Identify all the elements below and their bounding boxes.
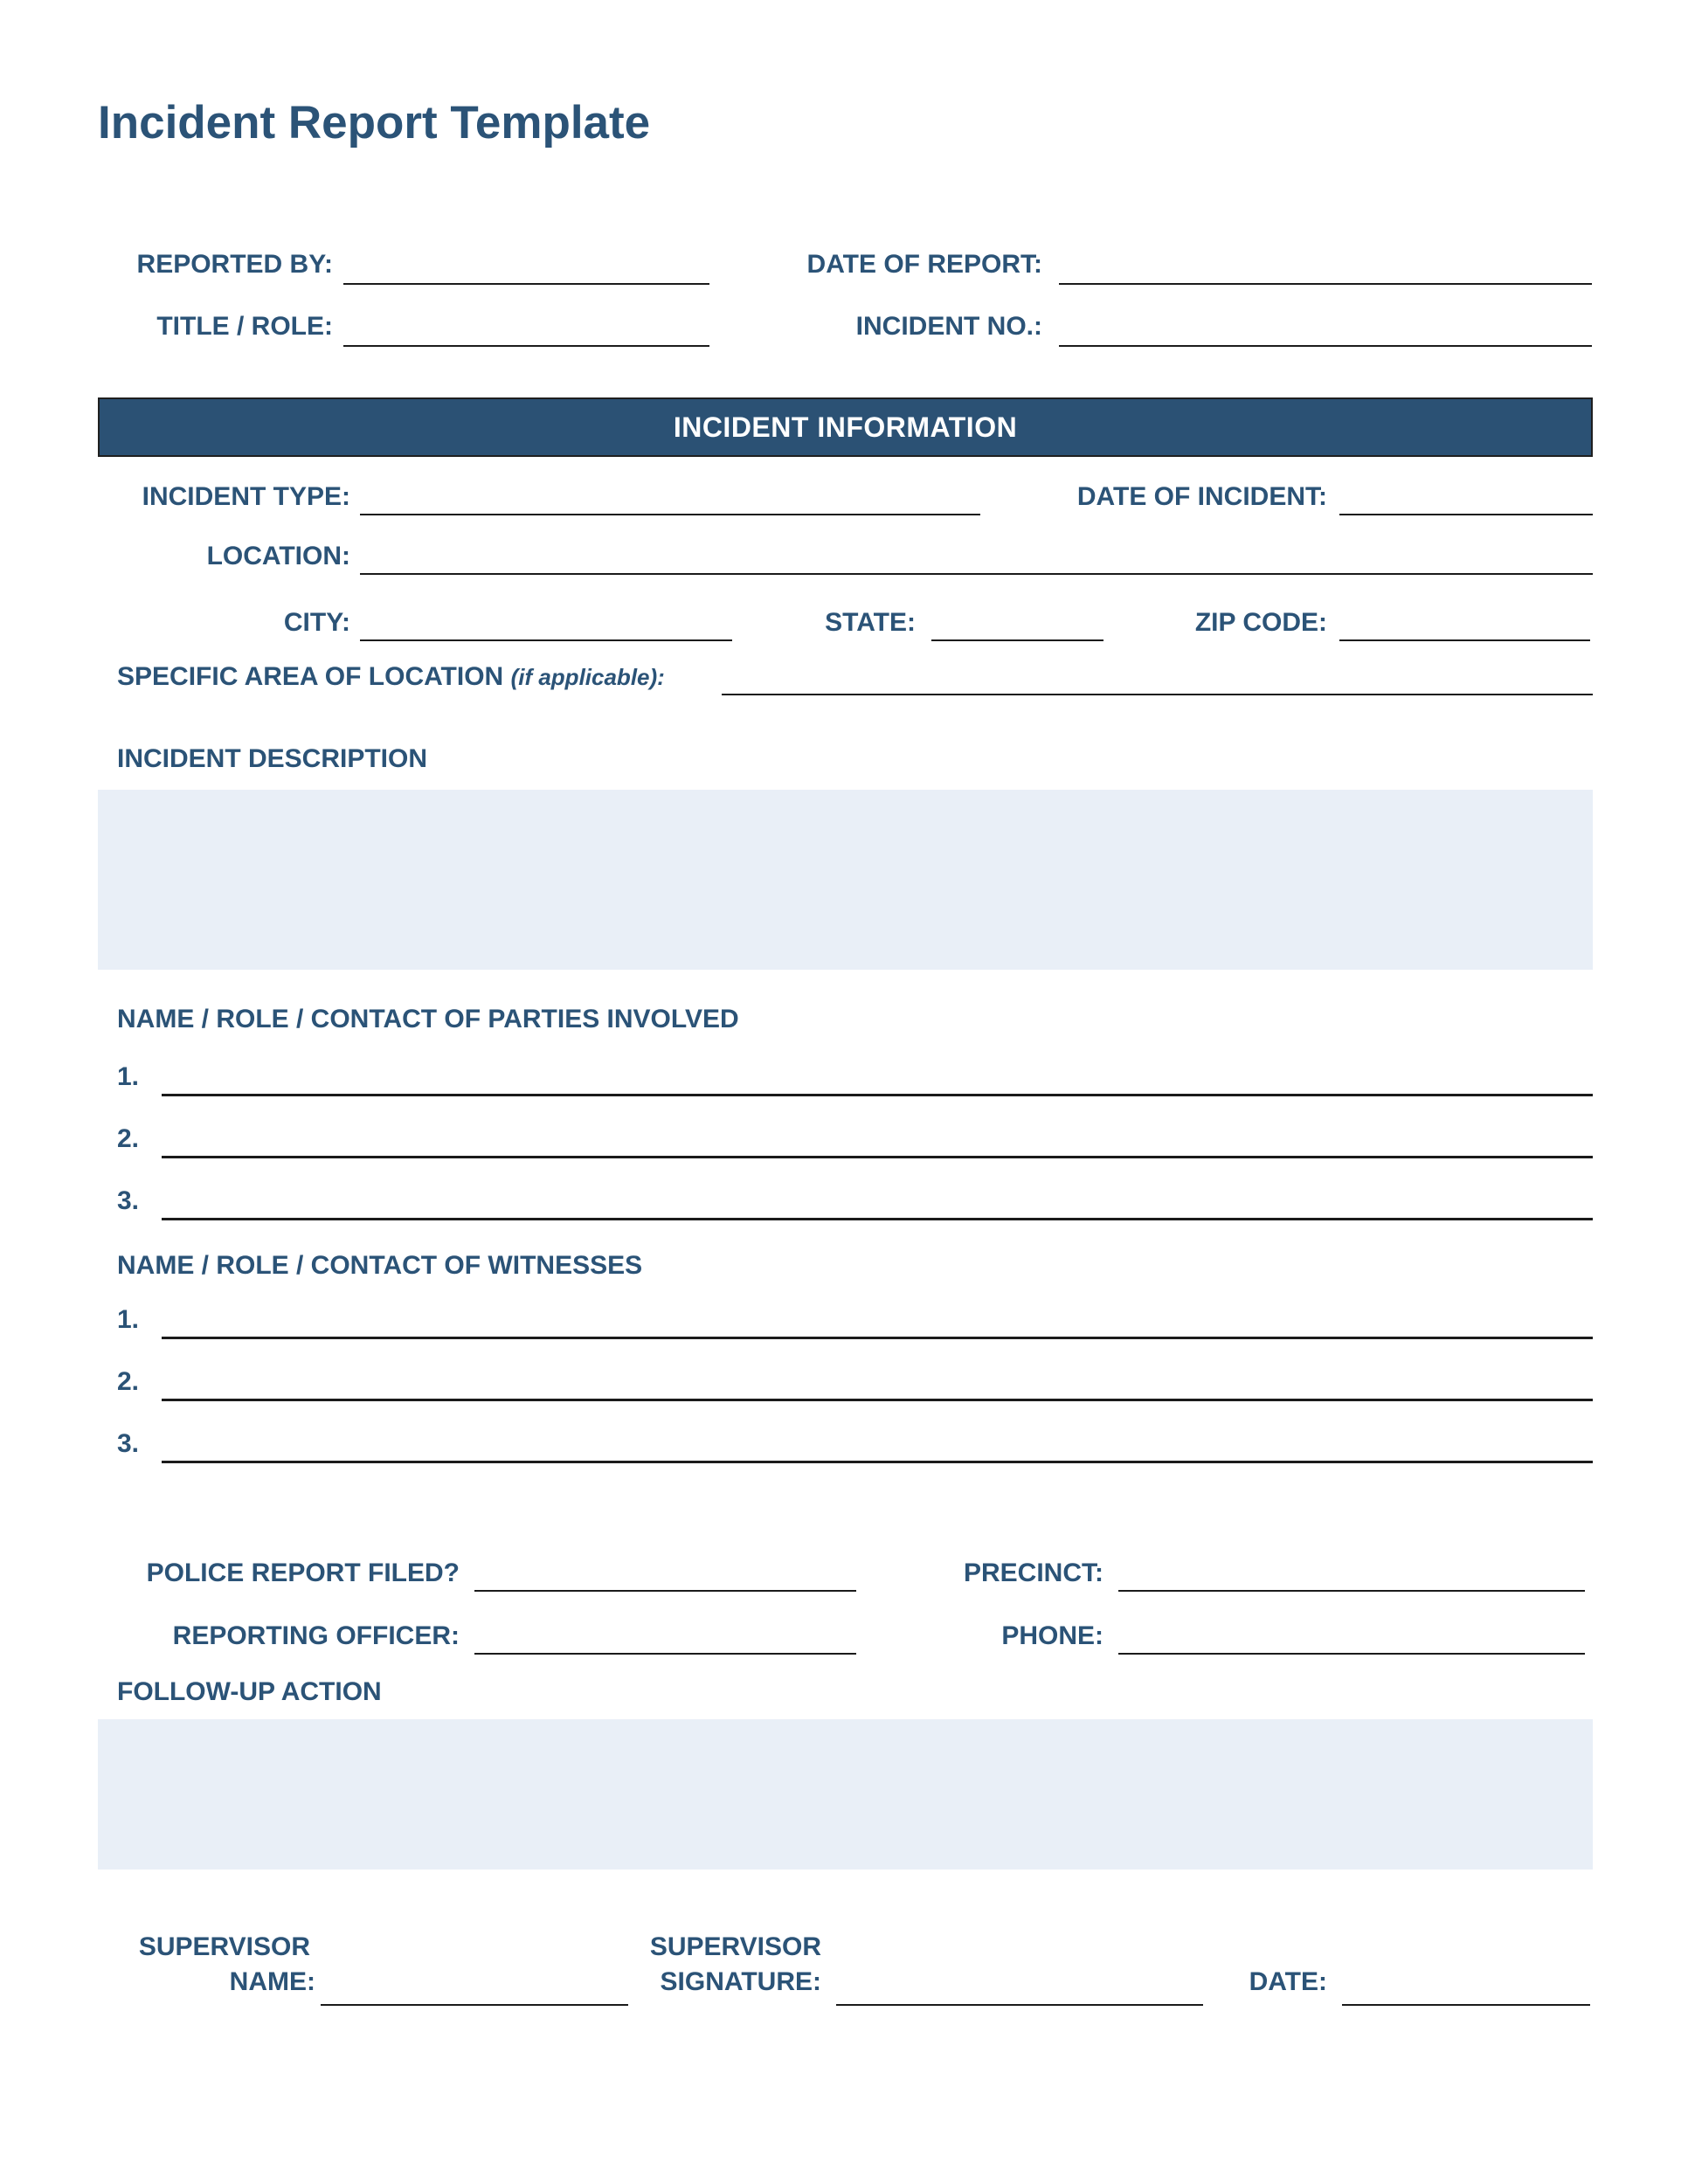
police-report-filed-input[interactable] <box>474 1590 856 1592</box>
location-input[interactable] <box>360 573 1593 575</box>
party-1-number: 1. <box>117 1062 140 1091</box>
zip-code-label: ZIP CODE: <box>1194 608 1327 637</box>
title-role-input[interactable] <box>343 345 709 347</box>
title-role-label: TITLE / ROLE: <box>156 312 333 341</box>
state-label: STATE: <box>825 608 916 637</box>
incident-no-input[interactable] <box>1059 345 1592 347</box>
witness-3-input[interactable] <box>162 1461 1593 1463</box>
incident-type-label: INCIDENT TYPE: <box>142 482 350 511</box>
incident-description-heading: INCIDENT DESCRIPTION <box>117 744 428 773</box>
signoff-date-input[interactable] <box>1342 2004 1590 2006</box>
incident-no-label: INCIDENT NO.: <box>855 312 1042 341</box>
witness-1-input[interactable] <box>162 1337 1593 1339</box>
incident-information-section-bar <box>98 397 1593 457</box>
state-input[interactable] <box>931 639 1103 641</box>
witness-2-input[interactable] <box>162 1399 1593 1401</box>
specific-area-label: SPECIFIC AREA OF LOCATION (if applicable): <box>117 662 665 691</box>
party-2-input[interactable] <box>162 1156 1593 1158</box>
supervisor-name-label-line1: SUPERVISOR <box>138 1932 310 1961</box>
phone-label: PHONE: <box>1001 1621 1103 1650</box>
party-2-number: 2. <box>117 1124 140 1153</box>
witnesses-heading: NAME / ROLE / CONTACT OF WITNESSES <box>117 1251 643 1280</box>
supervisor-name-input[interactable] <box>321 2004 628 2006</box>
incident-information-section-title: INCIDENT INFORMATION <box>673 411 1018 443</box>
followup-action-heading: FOLLOW-UP ACTION <box>117 1677 382 1706</box>
party-3-input[interactable] <box>162 1218 1593 1220</box>
reporting-officer-input[interactable] <box>474 1653 856 1655</box>
reported-by-input[interactable] <box>343 283 709 285</box>
supervisor-signature-label-line2: SIGNATURE: <box>660 1967 821 1996</box>
parties-involved-heading: NAME / ROLE / CONTACT OF PARTIES INVOLVED <box>117 1005 739 1033</box>
witness-2-number: 2. <box>117 1367 140 1396</box>
precinct-label: PRECINCT: <box>963 1559 1103 1587</box>
date-of-report-input[interactable] <box>1059 283 1592 285</box>
followup-action-textarea[interactable] <box>98 1719 1593 1870</box>
date-of-incident-label: DATE OF INCIDENT: <box>1076 482 1327 511</box>
date-of-incident-input[interactable] <box>1339 514 1593 515</box>
zip-code-input[interactable] <box>1339 639 1590 641</box>
date-of-report-label: DATE OF REPORT: <box>806 250 1042 279</box>
incident-type-input[interactable] <box>360 514 980 515</box>
party-1-input[interactable] <box>162 1094 1593 1096</box>
city-label: CITY: <box>283 608 350 637</box>
reporting-officer-label: REPORTING OFFICER: <box>172 1621 460 1650</box>
city-input[interactable] <box>360 639 732 641</box>
party-3-number: 3. <box>117 1186 140 1215</box>
supervisor-name-label-line2: NAME: <box>229 1967 315 1996</box>
precinct-input[interactable] <box>1118 1590 1585 1592</box>
supervisor-signature-label-line1: SUPERVISOR <box>649 1932 821 1961</box>
signoff-date-label: DATE: <box>1249 1967 1327 1996</box>
police-report-filed-label: POLICE REPORT FILED? <box>146 1559 460 1587</box>
specific-area-qualifier: (if applicable): <box>510 664 665 690</box>
specific-area-input[interactable] <box>722 694 1593 695</box>
supervisor-signature-input[interactable] <box>836 2004 1203 2006</box>
phone-input[interactable] <box>1118 1653 1585 1655</box>
page-title: Incident Report Template <box>98 97 651 149</box>
incident-description-textarea[interactable] <box>98 790 1593 970</box>
reported-by-label: REPORTED BY: <box>136 250 333 279</box>
location-label: LOCATION: <box>206 542 350 570</box>
witness-3-number: 3. <box>117 1429 140 1458</box>
witness-1-number: 1. <box>117 1305 140 1334</box>
